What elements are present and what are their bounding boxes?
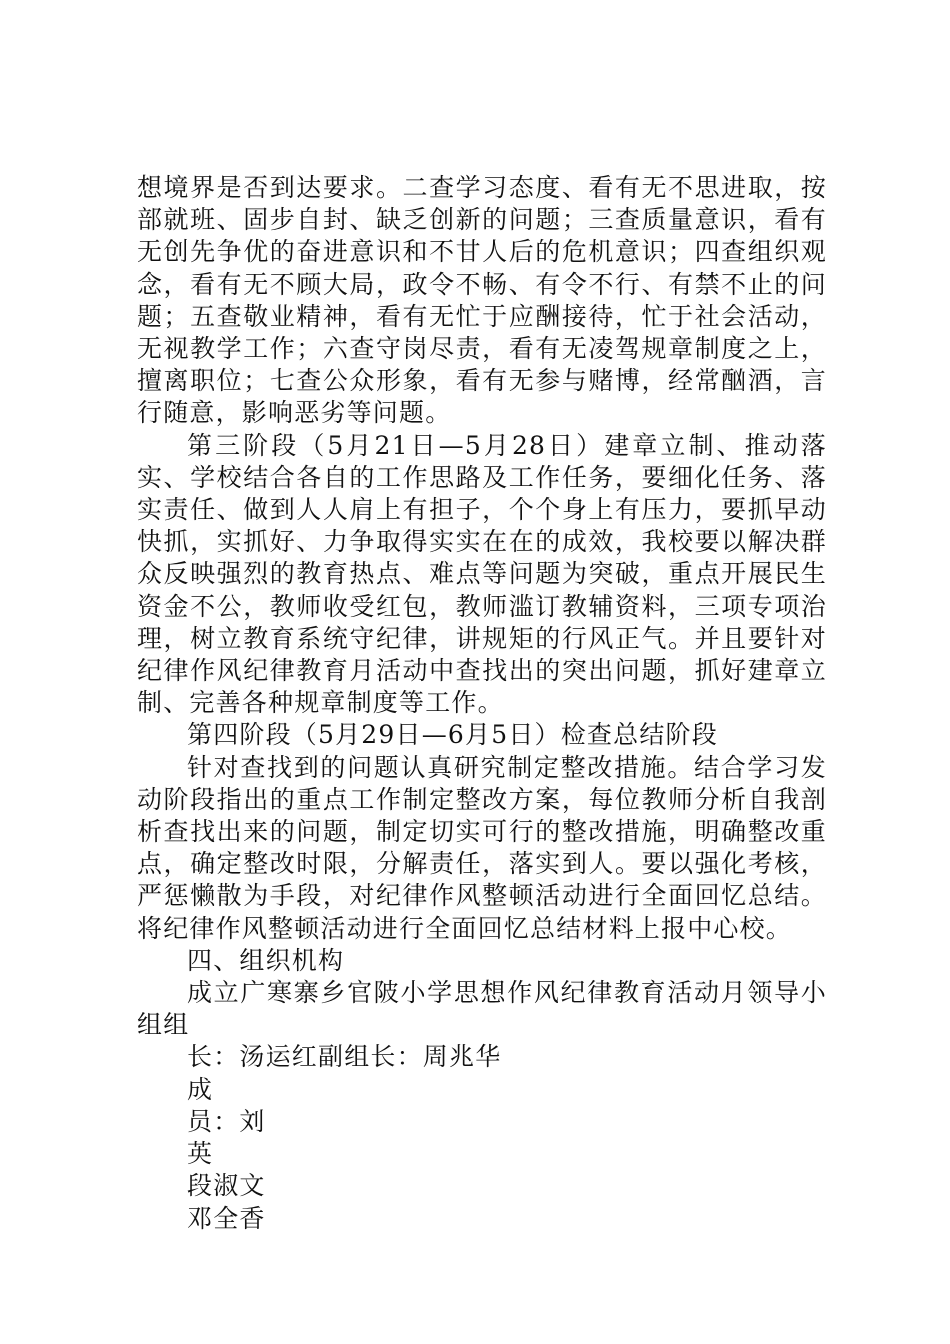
line-members-label-start: 成	[187, 1074, 214, 1104]
section-heading-organization: 四、组织机构	[187, 945, 345, 975]
paragraph-stage-three: 第三阶段（5月21日—5月28日）建章立制、推动落实、学校结合各自的工作思路及工作任务，要细化任务、落实责任、做到人人肩上有担子，个个身上有压力，要抓早动快抓，实抓好、力争取得实实在在的成效，我校要以解决群众反映强烈的教育热点、难点等问题为突破，重点开展民生资金不公，教师收受红包，教师滥订教辅资料，三项专项治理，树立教育系统守纪律，讲规矩的行风正气。并且要针对纪律作风纪律教育月活动中查找出的突出问题，抓好建章立制、完善各种规章制度等工作。	[137, 430, 827, 718]
line-group-leaders: 长：汤运红副组长：周兆华	[187, 1042, 502, 1072]
paragraph-inspection-items: 想境界是否到达要求。二查学习态度、看有无不思进取，按部就班、固步自封、缺乏创新的问题；三查质量意识，看有无创先争优的奋进意识和不甘人后的危机意识；四查组织观念，看有无不顾大局，政令不畅、有令不行、有禁不止的问题；五查敬业精神，看有无忙于应酬接待，忙于社会活动，无视教学工作；六查守岗尽责，看有无凌驾规章制度之上，擅离职位；七查公众形象，看有无参与赌博，经常酗酒，言行随意，影响恶劣等问题。	[137, 173, 827, 428]
paragraph-leadership-group: 成立广寒寨乡官陂小学思想作风纪律教育活动月领导小组组	[137, 978, 827, 1040]
paragraph-rectification: 针对查找到的问题认真研究制定整改措施。结合学习发动阶段指出的重点工作制定整改方案，每位教师分析自我剖析查找出来的问题，制定切实可行的整改措施，明确整改重点，确定整改时限，分解责任，落实到人。要以强化考核，严惩懒散为手段，对纪律作风整顿活动进行全面回忆总结。将纪律作风整顿活动进行全面回忆总结材料上报中心校。	[137, 752, 827, 943]
document-body	[137, 172, 827, 1235]
line-members-label-end: 员：刘	[187, 1106, 266, 1136]
paragraph-stage-four-heading: 第四阶段（5月29日—6月5日）检查总结阶段	[187, 720, 718, 750]
line-member-name-part: 英	[187, 1139, 214, 1169]
line-member-duan-shuwen: 段淑文	[187, 1171, 266, 1201]
line-member-deng-quanxiang: 邓全香	[187, 1203, 266, 1233]
